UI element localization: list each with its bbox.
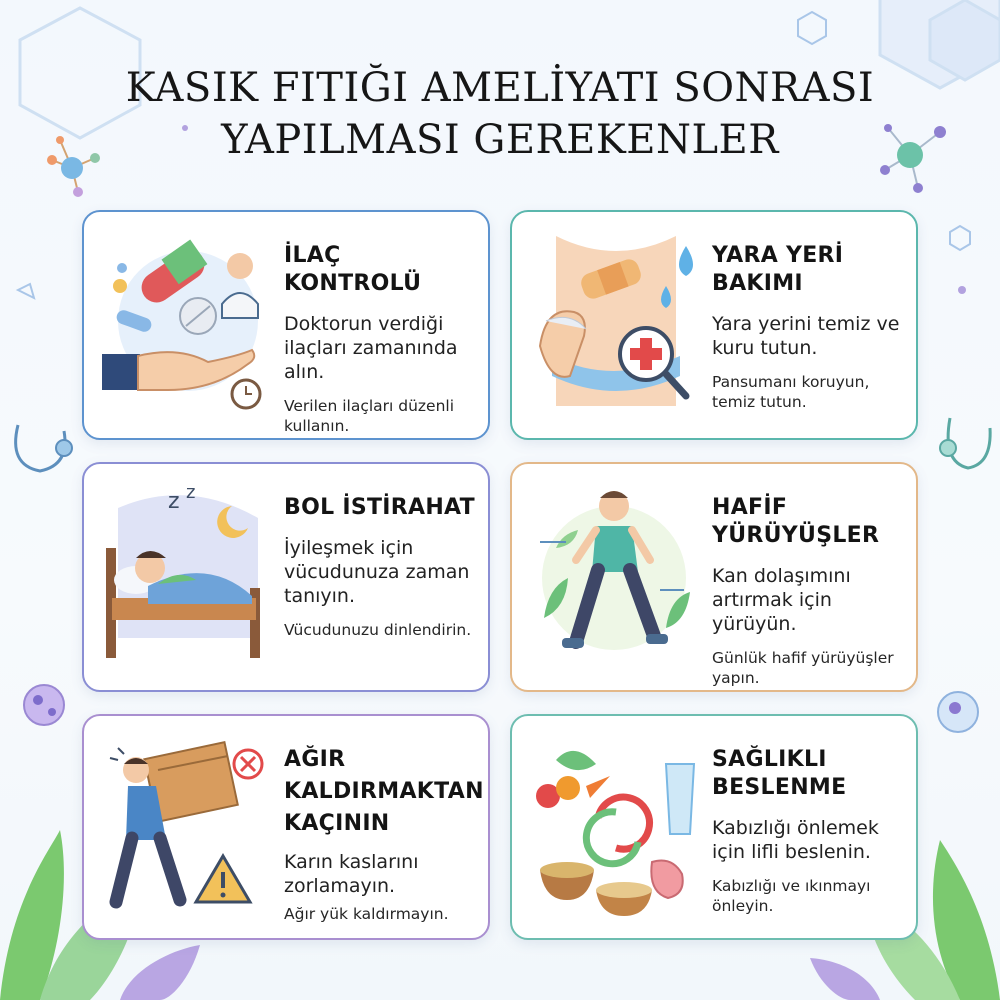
card-sub-text: Kabızlığı ve ıkınmayı önleyin. <box>712 877 871 915</box>
card-main-text: Kan dolaşımını artırmak için yürüyün. <box>712 565 851 635</box>
card-title: AĞIR KALDIRMAKTAN KAÇININ <box>284 747 484 836</box>
card-title: YARA YERİ BAKIMI <box>712 243 844 296</box>
walking-person-icon <box>526 478 696 668</box>
card-main-text: Yara yerini temiz ve kuru tutun. <box>712 313 900 359</box>
healthy-food-icon <box>526 730 696 920</box>
card-sub-text: Pansumanı koruyun, temiz tutun. <box>712 373 870 411</box>
card-main-text: İyileşmek için vücudunuza zaman tanıyın. <box>284 537 470 607</box>
card-light-walks <box>510 462 918 692</box>
card-wound-care <box>510 210 918 440</box>
card-sub-text: Ağır yük kaldırmayın. <box>284 905 449 923</box>
title-line-1: KASIK FITIĞI AMELİYATI SONRASI <box>125 65 875 111</box>
card-title: HAFİF YÜRÜYÜŞLER <box>712 495 880 548</box>
bandage-wound-icon <box>526 226 696 416</box>
card-avoid-heavy-lifting <box>82 714 490 940</box>
svg-text:z: z <box>168 489 180 514</box>
card-medication-control <box>82 210 490 440</box>
page-title <box>0 62 1000 166</box>
card-sub-text: Verilen ilaçları düzenli kullanın. <box>284 397 455 435</box>
card-healthy-nutrition <box>510 714 918 940</box>
card-main-text: Kabızlığı önlemek için lifli beslenin. <box>712 817 879 863</box>
card-main-text: Karın kaslarını zorlamayın. <box>284 851 419 897</box>
heavy-box-lifting-icon <box>98 730 268 920</box>
pill-and-doctor-icon <box>98 226 268 416</box>
card-title: SAĞLIKLI BESLENME <box>712 747 847 800</box>
title-line-2: YAPILMASI GEREKENLER <box>221 117 779 163</box>
card-main-text: Doktorun verdiği ilaçları zamanında alın. <box>284 313 458 383</box>
svg-text:z: z <box>186 482 196 503</box>
card-sub-text: Vücudunuzu dinlendirin. <box>284 621 472 639</box>
card-title: BOL İSTİRAHAT <box>284 495 475 520</box>
card-sub-text: Günlük hafif yürüyüşler yapın. <box>712 649 894 687</box>
card-title: İLAÇ KONTROLÜ <box>284 243 422 296</box>
sleeping-in-bed-icon <box>98 478 268 668</box>
card-plenty-rest <box>82 462 490 692</box>
